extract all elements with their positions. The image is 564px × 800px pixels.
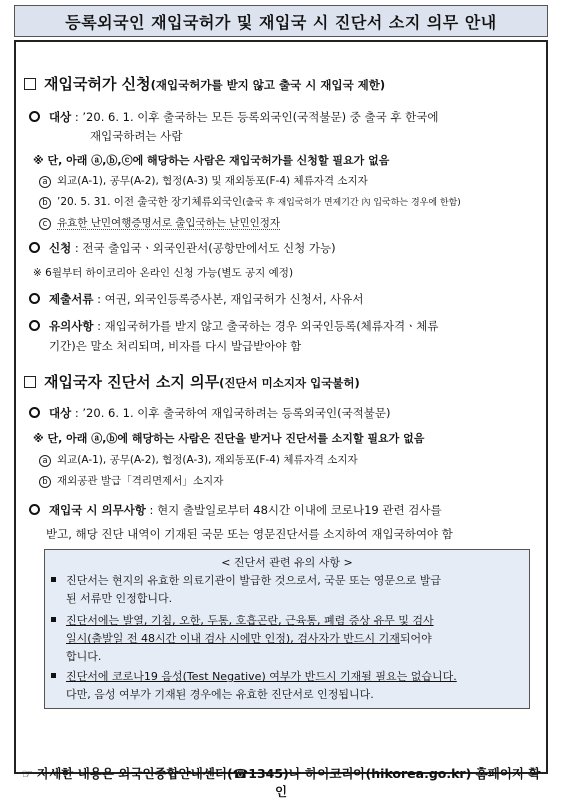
contact-info-footer: ☞ 자세한 내용은 외국인종합안내센터(☎1345)나 하이코리아(hikorea.go.kr) 홈페이지 확인 xyxy=(21,766,541,799)
sec2-duty-text-cont: 받고, 해당 진단 내역이 기재된 국문 또는 영문진단서를 소지하여 재입국하여야 함 xyxy=(46,527,453,541)
section1-subtitle: (재입국허가를 받지 않고 출국 시 재입국 제한) xyxy=(150,78,386,92)
sec1-online-note: ※ 6월부터 하이코리아 온라인 신청 가능(별도 공지 예정) xyxy=(33,267,294,279)
medical-certificate-notice-box xyxy=(44,549,530,709)
sec1-apply-item: 신청 : 전국 출입국ㆍ외국인관서(공항만에서도 신청 가능) xyxy=(29,240,336,256)
notice-bullet-2: 진단서에는 발열, 기침, 오한, 두통, 호흡곤란, 근육통, 폐렴 증상 유무 및 검사 xyxy=(51,613,434,629)
notice-bullet-3: 진단서에 코로나19 음성(Test Negative) 여부가 반드시 기재될 필요는 없습니다. xyxy=(51,669,457,685)
circled-letter-c-icon: c xyxy=(39,218,51,230)
sec1-exception-c: c 유효한 난민여행증명서로 출입국하는 난민인정자 xyxy=(39,215,280,231)
circle-bullet-icon xyxy=(29,407,40,418)
section1-title: 재입국허가 신청 xyxy=(44,75,151,93)
circled-letter-a-icon: a xyxy=(39,455,51,467)
sec1-target-text: : ’20. 6. 1. 이후 출국하는 모든 등록외국인(국적불문) 중 출국 후 한국에 xyxy=(74,110,439,124)
section-heading-reentry-permit xyxy=(24,76,385,93)
checkbox-square-icon xyxy=(24,78,36,90)
circle-bullet-icon xyxy=(29,320,40,331)
circled-letter-b-icon: b xyxy=(39,197,51,209)
circled-letter-b-icon: b xyxy=(39,476,51,488)
checkbox-square-icon xyxy=(24,376,36,388)
circle-bullet-icon xyxy=(29,504,40,515)
square-bullet-icon xyxy=(51,577,56,582)
sec2-exception-b: b 재외공관 발급「격리면제서」소지자 xyxy=(39,473,223,489)
section2-subtitle: (진단서 미소지자 입국불허) xyxy=(219,376,360,390)
sec2-duty-item: 재입국 시 의무사항 : 현지 출발일로부터 48시간 이내에 코로나19 관련 검사를 xyxy=(29,502,442,518)
page-title: 등록외국인 재입국허가 및 재입국 시 진단서 소지 의무 안내 xyxy=(14,5,548,37)
sec2-exception-note: ※ 단, 아래 ⓐ,ⓑ에 해당하는 사람은 진단을 받거나 진단서를 소지할 필요가 없음 xyxy=(33,432,425,445)
sec1-target-text-cont: 재입국하려는 사람 xyxy=(90,129,183,143)
square-bullet-icon xyxy=(51,617,56,622)
sec2-target-item: 대상 : ’20. 6. 1. 이후 출국하여 재입국하려는 등록외국인(국적불문) xyxy=(29,405,391,421)
section-heading-medical-certificate xyxy=(24,374,360,391)
notice-bullet-2-cont: 일시(출발일 전 48시간 이내 검사 시에만 인정), 검사자가 반드시 기재되어야 xyxy=(66,632,432,645)
sec1-caution-item: 유의사항 : 재입국허가를 받지 않고 출국하는 경우 외국인등록(체류자격ㆍ체류 xyxy=(29,318,438,334)
circle-bullet-icon xyxy=(29,111,40,122)
sec1-target-item: 대상 : ’20. 6. 1. 이후 출국하는 모든 등록외국인(국적불문) 중 출국 후 한국에 xyxy=(29,109,438,125)
notice-bullet-3-cont: 다만, 음성 여부가 기재된 경우에는 유효한 진단서로 인정됩니다. xyxy=(66,688,374,701)
notice-title: < 진단서 관련 유의 사항 > xyxy=(221,556,353,569)
sec1-exception-a: a 외교(A-1), 공무(A-2), 협정(A-3) 및 재외동포(F-4) 체류자격 소지자 xyxy=(39,173,368,189)
circled-letter-a-icon: a xyxy=(39,176,51,188)
notice-bullet-2-cont2: 합니다. xyxy=(66,650,102,663)
sec1-exception-note: ※ 단, 아래 ⓐ,ⓑ,ⓒ에 해당하는 사람은 재입국허가를 신청할 필요가 없음 xyxy=(33,154,390,167)
sec2-exception-a: a 외교(A-1), 공무(A-2), 협정(A-3), 재외동포(F-4) 체류자격 소지자 xyxy=(39,452,358,468)
circle-bullet-icon xyxy=(29,293,40,304)
square-bullet-icon xyxy=(51,673,56,678)
sec1-exception-b: b ’20. 5. 31. 이전 출국한 장기체류외국인(출국 후 재입국허가 면제기간 內 입국하는 경우에 한함) xyxy=(39,194,461,211)
section2-title: 재입국자 진단서 소지 의무 xyxy=(44,373,220,391)
circle-bullet-icon xyxy=(29,242,40,253)
notice-bullet-1: 진단서는 현지의 유효한 의료기관이 발급한 것으로서, 국문 또는 영문으로 발급 xyxy=(51,573,441,589)
sec1-documents-item: 제출서류 : 여권, 외국인등록증사본, 재입국허가 신청서, 사유서 xyxy=(29,291,364,307)
sec1-caution-text-cont: 기간)은 말소 처리되며, 비자를 다시 발급받아야 함 xyxy=(49,339,302,353)
notice-bullet-1-cont: 된 서류만 인정합니다. xyxy=(66,592,173,605)
